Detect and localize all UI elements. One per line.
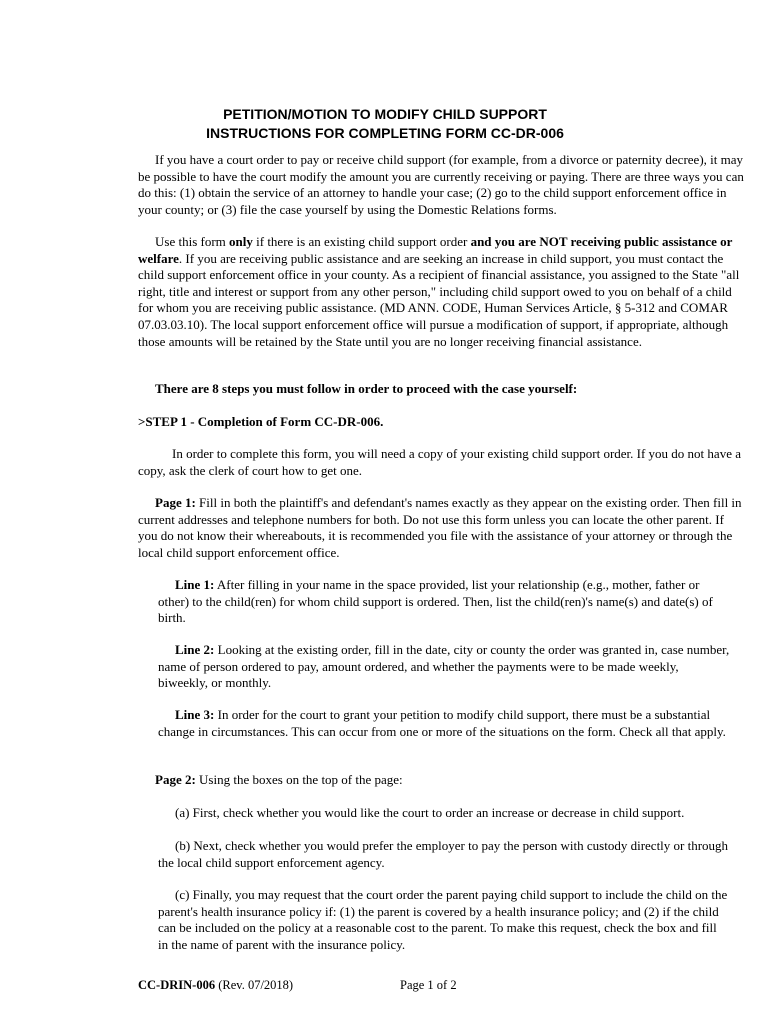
line2-text: Looking at the existing order, fill in the date, city or county the order was granted in, case number, name of person ordered to pay, amount ordered, and whether the payments were to be made weekly, biweekly, or monthly. bbox=[158, 642, 730, 691]
use-form-paragraph bbox=[138, 234, 744, 350]
line2-paragraph bbox=[158, 642, 730, 692]
item-c-paragraph: (c) Finally, you may request that the court order the parent paying child support to include the child on the parent's health insurance policy if: (1) the parent is covered by a health insurance policy; and (2) if the child can be included on the policy at a reasonable cost to the parent. To make this request, check the box and fill in the name of parent with the insurance policy. bbox=[158, 887, 728, 952]
line1-label: Line 1: bbox=[175, 577, 215, 592]
page2-text: Using the boxes on the top of the page: bbox=[195, 772, 403, 787]
use-text-1: Use this form bbox=[155, 234, 230, 249]
page1-paragraph bbox=[138, 495, 744, 561]
use-text-3: . If you are receiving public assistance and are seeking an increase in child support, you must contact the child support enforcement office in your county. As a recipient of financial assistance, you assigned to the State "all right, title and interest or support from any other person," including child support owed to you on behalf of a child for whom you are receiving public assistance. (MD ANN. CODE, Human Services Article, § 5-312 and COMAR 07.03.03.10). The local support enforcement office will pursue a modification of support, if appropriate, although those amounts will be retained by the State until you are no longer receiving financial assistance. bbox=[138, 250, 740, 349]
item-b-paragraph: (b) Next, check whether you would prefer the employer to pay the person with custody directly or through the local child support enforcement agency. bbox=[158, 838, 729, 870]
page2-label: Page 2: bbox=[155, 772, 196, 787]
title-line-2: INSTRUCTIONS FOR COMPLETING FORM CC-DR-006 bbox=[206, 125, 564, 141]
use-text-2: if there is an existing child support order bbox=[252, 234, 471, 249]
step1-intro-paragraph: In order to complete this form, you will need a copy of your existing child support order. If you do not have a copy, ask the clerk of court how to get one. bbox=[138, 446, 741, 478]
intro-paragraph: If you have a court order to pay or receive child support (for example, from a divorce or paternity decree), it may be possible to have the court modify the amount you are currently receiving or paying. There are three ways you can do this: (1) obtain the service of an attorney to handle your case; (2) go to the child support enforcement office in your county; or (3) file the case yourself by using the Domestic Relations forms. bbox=[138, 152, 744, 217]
footer-form-code bbox=[138, 977, 293, 994]
line3-text: In order for the court to grant your petition to modify child support, there must be a substantial change in circumstances. This can occur from one or more of the situations on the form. Check all that apply. bbox=[158, 707, 726, 739]
page1-text: Fill in both the plaintiff's and defendant's names exactly as they appear on the existing order. Then fill in current addresses and telephone numbers for both. Do not use this form unless you can locate the other parent. If you do not know their whereabouts, it is recommended you file with the assistance of your attorney or through the local child support enforcement office. bbox=[138, 495, 742, 560]
page2-paragraph bbox=[155, 772, 744, 789]
line2-label: Line 2: bbox=[175, 642, 215, 657]
form-revision: (Rev. 07/2018) bbox=[215, 978, 294, 992]
form-code: CC-DRIN-006 bbox=[138, 978, 216, 992]
page-number: Page 1 of 2 bbox=[400, 978, 457, 992]
item-a-paragraph: (a) First, check whether you would like the court to order an increase or decrease in child support. bbox=[175, 805, 685, 820]
line3-paragraph bbox=[158, 707, 730, 740]
use-bold-not-receiving: and you are NOT receiving public assistance or welfare bbox=[138, 234, 733, 266]
page1-label: Page 1: bbox=[155, 495, 196, 510]
line3-label: Line 3: bbox=[175, 707, 215, 722]
line1-paragraph bbox=[158, 577, 730, 627]
step1-heading: >STEP 1 - Completion of Form CC-DR-006. bbox=[138, 414, 384, 429]
use-bold-only: only bbox=[229, 234, 253, 249]
title-line-1: PETITION/MOTION TO MODIFY CHILD SUPPORT bbox=[223, 106, 547, 122]
steps-heading: There are 8 steps you must follow in order to proceed with the case yourself: bbox=[155, 381, 578, 396]
document-title bbox=[0, 105, 770, 143]
line1-text: After filling in your name in the space provided, list your relationship (e.g., mother, father or other) to the child(ren) for whom child support is ordered. Then, list the child(ren)'s name(s) and date(s) of birth. bbox=[158, 577, 713, 626]
